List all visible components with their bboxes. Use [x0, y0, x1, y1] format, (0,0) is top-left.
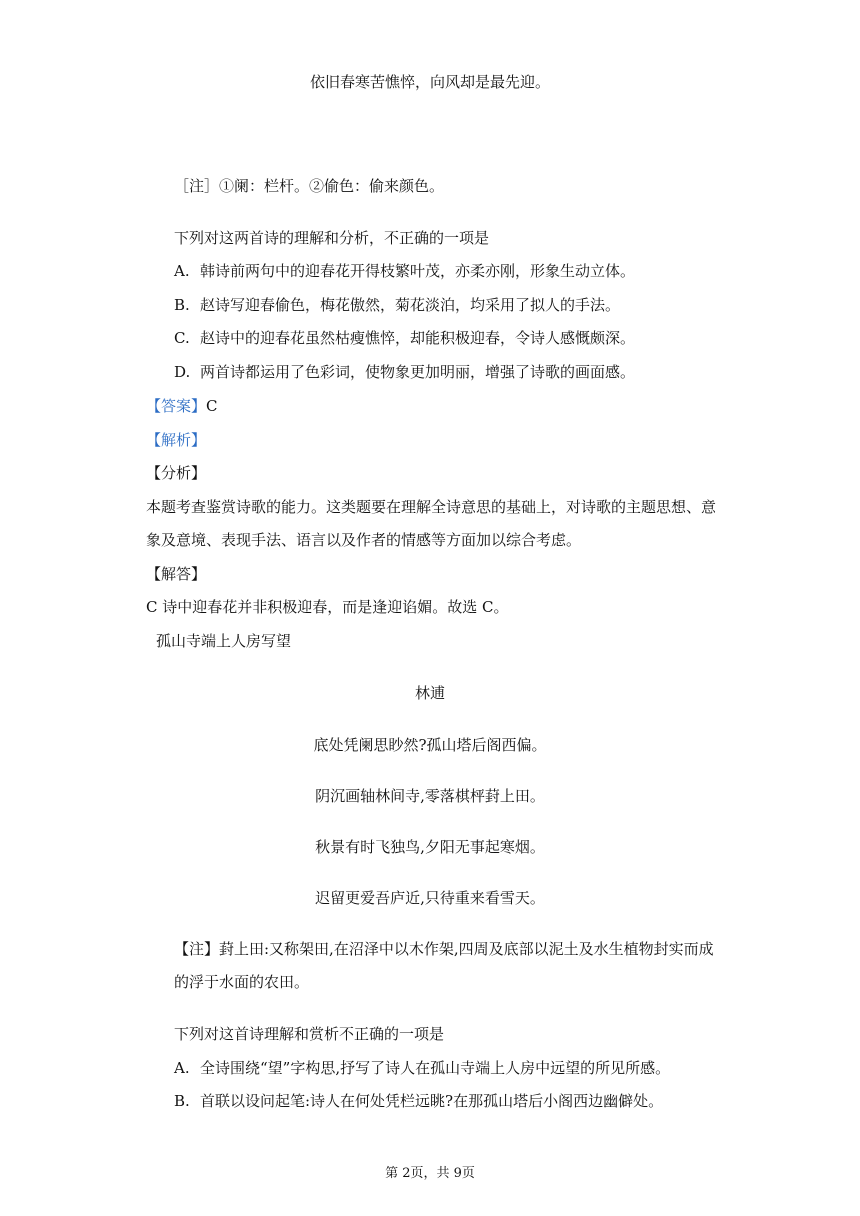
jieda-label: 【解答】: [146, 565, 207, 583]
option-letter: C.: [174, 329, 190, 347]
option-letter: A.: [174, 262, 190, 280]
option-text: 两首诗都运用了色彩词，使物象更加明丽，增强了诗歌的画面感。: [200, 363, 636, 381]
poem-2-line-3: 秋景有时飞独鸟,夕阳无事起寒烟。: [315, 838, 545, 856]
question-1-option-b: [174, 295, 620, 315]
fenxi-label: 【分析】: [146, 464, 207, 482]
poem-2-line-4: 迟留更爱吾庐近,只待重来看雪天。: [315, 889, 545, 907]
fenxi-line-2: 象及意境、表现手法、语言以及作者的情感等方面加以综合考虑。: [146, 531, 582, 549]
option-letter: D.: [174, 363, 191, 381]
question-1-option-a: [174, 261, 635, 281]
answer-label: 【答案】: [146, 397, 207, 415]
option-letter: B.: [174, 296, 190, 314]
option-letter: A.: [174, 1059, 190, 1077]
poem-2-line-1: 底处凭阑思眇然?孤山塔后阁西偏。: [313, 736, 547, 754]
option-letter: B.: [174, 1092, 190, 1110]
option-text: 赵诗写迎春偷色，梅花傲然，菊花淡泊，均采用了拟人的手法。: [200, 296, 621, 314]
question-2-stem: 下列对这首诗理解和赏析不正确的一项是: [174, 1025, 445, 1043]
answer-value: C: [206, 397, 218, 415]
page-footer: 第 2页，共 9页: [385, 1166, 475, 1181]
fenxi-line-1: 本题考查鉴赏诗歌的能力。这类题要在理解全诗意思的基础上，对诗歌的主题思想、意: [146, 498, 717, 516]
option-text: 首联以设问起笔:诗人在何处凭栏远眺?在那孤山塔后小阁西边幽僻处。: [200, 1092, 664, 1110]
note-2-line-1: 【注】葑上田:又称架田,在沼泽中以木作架,四周及底部以泥土及水生植物封实而成: [174, 940, 714, 958]
note-2-line-2: 的浮于水面的农田。: [174, 973, 310, 991]
jiexi-label: 【解析】: [146, 431, 207, 449]
poem-2-author: 林逋: [414, 684, 445, 702]
poem-2-title: 孤山寺端上人房写望: [156, 632, 292, 650]
option-text: 韩诗前两句中的迎春花开得枝繁叶茂，亦柔亦刚，形象生动立体。: [200, 262, 636, 280]
question-2-option-b: [174, 1091, 663, 1111]
poem-2-line-2: 阴沉画轴林间寺,零落棋枰葑上田。: [315, 787, 545, 805]
answer-row: [146, 396, 218, 416]
poem1-last-line: 依旧春寒苦憔悴，向风却是最先迎。: [309, 73, 550, 91]
question-1-option-d: [174, 362, 635, 382]
jieda-text: C 诗中迎春花并非积极迎春，而是逢迎谄媚。故选 C。: [146, 598, 509, 616]
question-1-option-c: [174, 328, 635, 348]
note-1: ［注］①阑：栏杆。②偷色：偷来颜色。: [174, 177, 445, 195]
option-text: 全诗围绕“望”字构思,抒写了诗人在孤山寺端上人房中远望的所见所感。: [200, 1059, 671, 1077]
question-2-option-a: [174, 1058, 670, 1078]
option-text: 赵诗中的迎春花虽然枯瘦憔悴，却能积极迎春，令诗人感慨颇深。: [200, 329, 636, 347]
question-1-stem: 下列对这两首诗的理解和分析，不正确的一项是: [174, 229, 490, 247]
